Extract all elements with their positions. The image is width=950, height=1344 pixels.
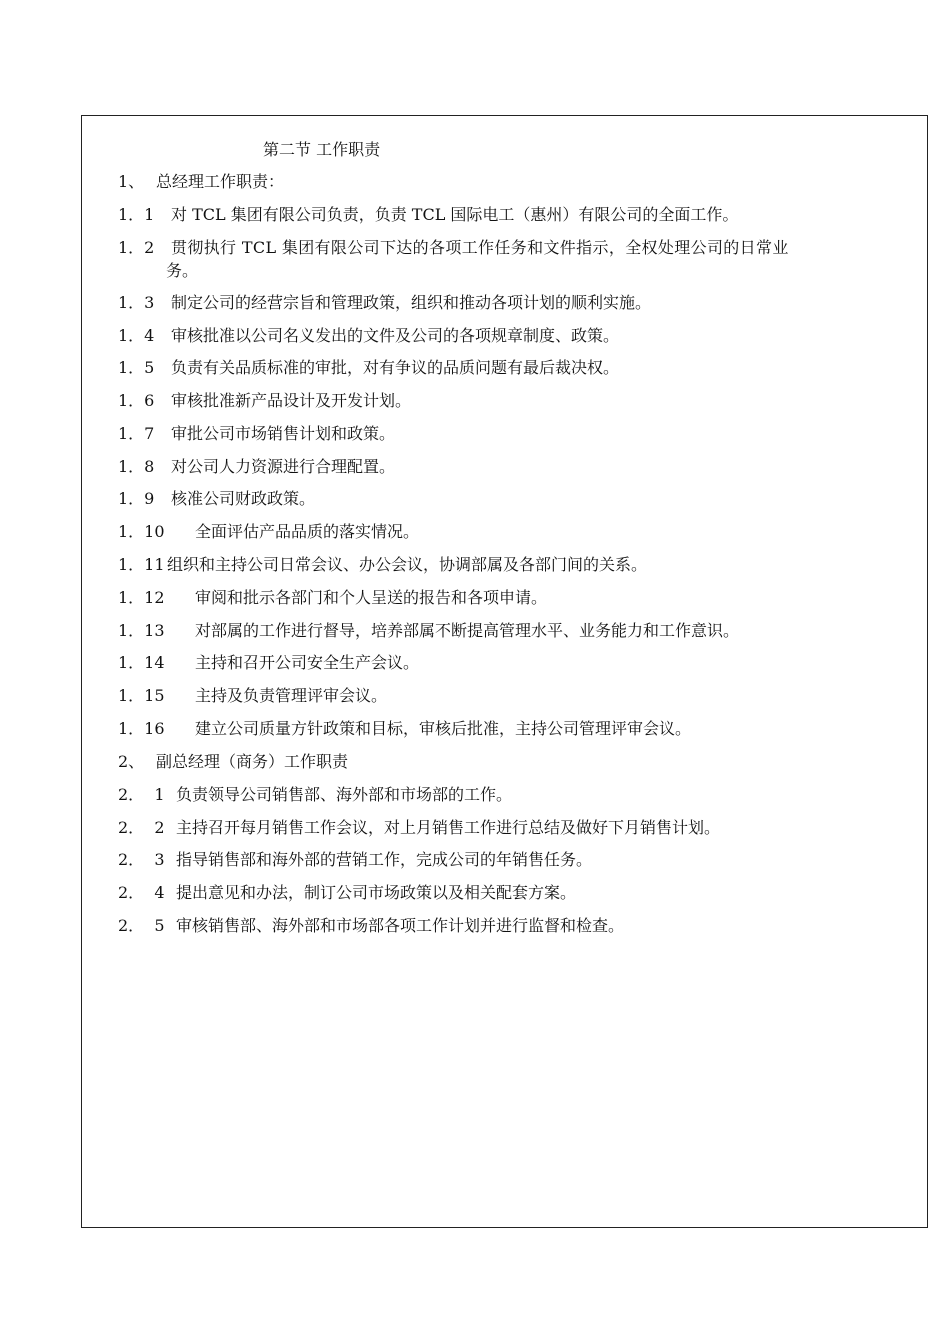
- item-number: 1．8: [118, 457, 155, 476]
- list-item: [118, 651, 419, 675]
- item-number: 1．4: [118, 326, 155, 345]
- item-number: 1．1: [118, 205, 155, 224]
- list-item: [118, 520, 419, 544]
- item-text: 组织和主持公司日常会议、办公会议，协调部属及各部门间的关系。: [167, 555, 648, 574]
- list-item: [118, 422, 395, 446]
- item-number: 2． 3: [118, 850, 165, 869]
- list-item: [118, 586, 547, 610]
- item-text: 对 TCL 集团有限公司负责，负责 TCL 国际电工（惠州）有限公司的全面工作。: [171, 205, 739, 224]
- item-text: 贯彻执行 TCL 集团有限公司下达的各项工作任务和文件指示，全权处理公司的日常业: [171, 238, 789, 257]
- item-number: 1．2: [118, 238, 155, 257]
- item-number: 1．10: [118, 522, 165, 541]
- item-number: 1．12: [118, 588, 165, 607]
- item-text: 审核批准新产品设计及开发计划。: [171, 391, 412, 410]
- item-number: 1．7: [118, 424, 155, 443]
- item-text: 制定公司的经营宗旨和管理政策，组织和推动各项计划的顺利实施。: [171, 293, 652, 312]
- item-number: 1．9: [118, 489, 155, 508]
- item-text: 主持召开每月销售工作会议，对上月销售工作进行总结及做好下月销售计划。: [176, 818, 721, 837]
- item-number: 2． 5: [118, 916, 165, 935]
- section-title: 第二节 工作职责: [263, 140, 381, 159]
- item-number: 1、: [118, 172, 145, 191]
- list-item: [118, 170, 284, 194]
- item-text: 负责领导公司销售部、海外部和市场部的工作。: [176, 785, 513, 804]
- item-text: 审核批准以公司名义发出的文件及公司的各项规章制度、政策。: [171, 326, 620, 345]
- list-item: [118, 324, 619, 348]
- item-number: 1．11: [118, 555, 165, 574]
- item-text: 建立公司质量方针政策和目标，审核后批准，主持公司管理评审会议。: [195, 719, 692, 738]
- item-text: 主持和召开公司安全生产会议。: [195, 653, 420, 672]
- item-number: 2． 4: [118, 883, 165, 902]
- item-number: 1．5: [118, 358, 155, 377]
- list-item: [118, 684, 387, 708]
- list-item: [118, 236, 789, 260]
- item-text: 指导销售部和海外部的营销工作，完成公司的年销售任务。: [176, 850, 593, 869]
- list-item: [118, 389, 411, 413]
- list-item: [118, 717, 691, 741]
- item-text: 审批公司市场销售计划和政策。: [171, 424, 396, 443]
- item-number: 1．13: [118, 621, 165, 640]
- list-item: [118, 848, 592, 872]
- item-number: 1．3: [118, 293, 155, 312]
- item-text: 对部属的工作进行督导，培养部属不断提高管理水平、业务能力和工作意识。: [195, 621, 740, 640]
- list-item: [118, 750, 348, 774]
- list-item: [118, 487, 315, 511]
- item-text: 负责有关品质标准的审批，对有争议的品质问题有最后裁决权。: [171, 358, 620, 377]
- list-item: [118, 553, 647, 577]
- list-item: [118, 619, 739, 643]
- item-text: 审阅和批示各部门和个人呈送的报告和各项申请。: [195, 588, 548, 607]
- list-item: [118, 783, 512, 807]
- list-item: [118, 356, 619, 380]
- item-text: 主持及负责管理评审会议。: [195, 686, 388, 705]
- item-text: 总经理工作职责：: [156, 172, 285, 191]
- item-text: 审核销售部、海外部和市场部各项工作计划并进行监督和检查。: [176, 916, 625, 935]
- list-item: [118, 291, 651, 315]
- item-text: 全面评估产品品质的落实情况。: [195, 522, 420, 541]
- item-number: 2． 2: [118, 818, 165, 837]
- list-item: [118, 914, 624, 938]
- list-item: [118, 455, 395, 479]
- item-text: 对公司人力资源进行合理配置。: [171, 457, 396, 476]
- item-text: 核准公司财政政策。: [171, 489, 316, 508]
- item-text-continuation: 务。: [166, 261, 199, 280]
- list-item: [118, 203, 738, 227]
- item-number: 2． 1: [118, 785, 165, 804]
- item-number: 1．6: [118, 391, 155, 410]
- item-number: 1．16: [118, 719, 165, 738]
- item-text: 副总经理（商务）工作职责: [156, 752, 349, 771]
- list-item: [118, 816, 720, 840]
- item-number: 1．15: [118, 686, 165, 705]
- item-text: 提出意见和办法，制订公司市场政策以及相关配套方案。: [176, 883, 577, 902]
- item-number: 2、: [118, 752, 145, 771]
- item-number: 1．14: [118, 653, 165, 672]
- list-item: [118, 881, 576, 905]
